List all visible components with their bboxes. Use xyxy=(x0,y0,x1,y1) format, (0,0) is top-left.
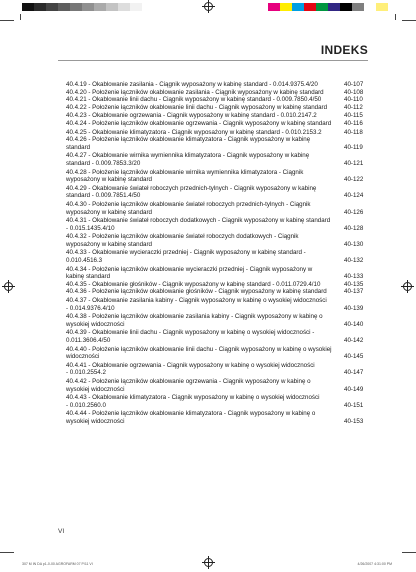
color-swatch xyxy=(130,3,142,11)
crop-mark xyxy=(402,20,416,21)
index-entry xyxy=(66,233,368,248)
entry-page: 40-121 xyxy=(344,159,364,167)
index-entry xyxy=(66,185,368,200)
entry-text: 40.4.22 - Położenie łączników okablowanie linii dachu - Ciągnik wyposażony w kabinę standard xyxy=(66,103,328,111)
header-divider xyxy=(58,60,368,61)
index-entry xyxy=(66,249,368,264)
index-entry xyxy=(66,112,368,120)
grayscale-color-bar xyxy=(22,3,142,11)
crop-mark xyxy=(0,552,14,553)
entry-page: 40-135 xyxy=(344,280,364,288)
index-entry xyxy=(66,96,368,104)
entry-page: 40-137 xyxy=(344,288,364,296)
page-title: INDEKS xyxy=(320,43,368,57)
entry-page: 40-149 xyxy=(344,385,364,393)
entry-text: 40.4.43 - Okablowanie klimatyzatora - Ciągnik wyposażony w kabinę o wysokiej widoczności - 0.010.2560.0 xyxy=(66,394,320,409)
crop-mark xyxy=(395,14,396,20)
process-color-bar xyxy=(268,3,388,11)
print-slug-left: 307 M IN DA p1-0-00 AGROFARM 07 P/11 VI xyxy=(22,562,93,566)
index-entry xyxy=(66,362,368,377)
entry-text: 40.4.35 - Okablowanie głośników - Ciągnik wyposażony w kabinę standard - 0.011.0729.4/10 xyxy=(66,280,321,288)
crop-mark xyxy=(0,20,14,21)
index-entry xyxy=(66,201,368,216)
registration-mark-top xyxy=(204,2,213,11)
entry-page: 40-147 xyxy=(344,369,364,377)
entry-text: 40.4.41 - Okablowanie ogrzewania - Ciągnik wyposażony w kabinę o wysokiej widoczności - 0.010.2554.2 xyxy=(66,361,315,377)
color-swatch xyxy=(316,3,328,11)
color-swatch xyxy=(118,3,130,11)
index-entry xyxy=(66,136,368,151)
index-entry xyxy=(66,313,368,328)
index-entry xyxy=(66,329,368,344)
index-entry xyxy=(66,169,368,184)
entry-page: 40-107 xyxy=(344,81,364,88)
entry-text: 40.4.24 - Położenie łączników okablowanie ogrzewania - Ciągnik wyposażony w kabinę standard xyxy=(66,119,332,127)
color-swatch xyxy=(376,3,388,11)
entry-page: 40-142 xyxy=(344,337,364,344)
entry-text: 40.4.26 - Położenie łączników okablowanie klimatyzatora - Ciągnik wyposażony w kabinę standard xyxy=(66,136,311,151)
entry-page: 40-132 xyxy=(344,257,364,265)
registration-mark-right xyxy=(403,282,412,291)
index-entry xyxy=(66,217,368,232)
color-swatch xyxy=(328,3,340,11)
entry-page: 40-124 xyxy=(344,192,364,200)
entry-text: 40.4.34 - Położenie łączników okablowanie wycieraczki przedniej - Ciągnik wyposażony w kabinę standard xyxy=(66,265,313,281)
entry-page: 40-122 xyxy=(344,176,364,184)
entry-page: 40-115 xyxy=(344,112,363,120)
entry-page: 40-151 xyxy=(344,401,364,409)
index-entry xyxy=(66,288,368,296)
color-swatch xyxy=(46,3,58,11)
crop-mark xyxy=(402,552,416,553)
index-entry xyxy=(66,378,368,393)
entry-text: 40.4.36 - Położenie łączników okablowanie głośników - Ciągnik wyposażony w kabinę standard xyxy=(66,288,327,296)
entry-page: 40-119 xyxy=(344,143,363,151)
index-entry xyxy=(66,104,368,112)
entry-page: 40-145 xyxy=(344,353,364,361)
color-swatch xyxy=(34,3,46,11)
color-swatch xyxy=(280,3,292,11)
entry-text: 40.4.42 - Położenie łączników okablowanie ogrzewania - Ciągnik wyposażony w kabinę o wysokiej widoczności xyxy=(66,377,311,393)
entry-text: 40.4.29 - Okablowanie świateł roboczych przednich-tylnych - Ciągnik wyposażony w kabinę standard - 0.009.7851.4/50 xyxy=(66,184,317,200)
entry-text: 40.4.19 - Okablowanie zasilania - Ciągnik wyposażony w kabinę standard - 0.014.9375.4/20 xyxy=(66,81,318,88)
color-swatch xyxy=(94,3,106,11)
print-slug-right: 4/26/2007 4:31:00 PM xyxy=(357,562,392,566)
color-swatch xyxy=(340,3,352,11)
index-entry xyxy=(66,129,368,137)
entry-page: 40-139 xyxy=(344,304,364,312)
entry-text: 40.4.30 - Położenie łączników okablowanie świateł roboczych przednich-tylnych - Ciągnik wyposażony w kabinę standard xyxy=(66,200,311,216)
entry-text: 40.4.37 - Okablowanie zasilania kabiny - Ciągnik wyposażony w kabinę o wysokiej widoczności - 0.014.9376.4/10 xyxy=(66,297,327,312)
index-entry xyxy=(66,89,368,97)
entry-text: 40.4.23 - Okablowanie ogrzewania - Ciągnik wyposażony w kabinę standard - 0.010.2147.2 xyxy=(66,112,317,120)
entry-text: 40.4.21 - Okablowanie linii dachu - Ciągnik wyposażony w kabinę standard - 0.009.7850.4/50 xyxy=(66,96,322,104)
entry-page: 40-130 xyxy=(344,240,364,248)
entry-page: 40-153 xyxy=(344,417,364,425)
entry-page: 40-128 xyxy=(344,224,364,232)
index-list xyxy=(66,81,368,426)
index-entry xyxy=(66,152,368,167)
entry-text: 40.4.27 - Okablowanie wirnika wymiennika klimatyzatora - Ciągnik wyposażony w kabinę standard - 0.009.7853.3/20 xyxy=(66,152,310,167)
entry-text: 40.4.31 - Okablowanie świateł roboczych dodatkowych - Ciągnik wyposażony w kabinę standard - 0.015.1435.4/10 xyxy=(66,217,331,232)
index-entry xyxy=(66,410,368,425)
color-swatch xyxy=(364,3,376,11)
entry-text: 40.4.32 - Położenie łączników okablowanie świateł roboczych dodatkowych - Ciągnik wyposażony w kabinę standard xyxy=(66,233,299,248)
entry-text: 40.4.39 - Okablowanie linii dachu - Ciągnik wyposażony w kabinę o wysokiej widoczności - 0.011.3606.4/50 xyxy=(66,329,315,344)
entry-text: 40.4.20 - Położenie łączników okablowanie zasilania - Ciągnik wyposażony w kabinę standard xyxy=(66,88,324,96)
entry-page: 40-133 xyxy=(344,273,364,281)
entry-text: 40.4.38 - Położenie łączników okablowanie zasilania kabiny - Ciągnik wyposażony w kabinę o wysokiej widoczności xyxy=(66,313,323,328)
index-entry xyxy=(66,266,368,281)
color-swatch xyxy=(58,3,70,11)
crop-mark xyxy=(20,14,21,20)
color-swatch xyxy=(304,3,316,11)
entry-page: 40-116 xyxy=(344,119,363,127)
entry-text: 40.4.33 - Okablowanie wycieraczki przedniej - Ciągnik wyposażony w kabinę standard - 0.010.4516.3 xyxy=(66,249,306,265)
color-swatch xyxy=(352,3,364,11)
page-number: VI xyxy=(58,528,65,535)
color-swatch xyxy=(292,3,304,11)
registration-mark-bottom xyxy=(204,558,213,567)
entry-text: 40.4.40 - Położenie łączników okablowanie linii dachu - Ciągnik wyposażony w kabinę o wysokiej widoczności xyxy=(66,345,332,361)
entry-page: 40-108 xyxy=(344,88,364,96)
entry-page: 40-118 xyxy=(344,128,363,136)
entry-page: 40-140 xyxy=(344,320,364,328)
color-swatch xyxy=(22,3,34,11)
index-entry xyxy=(66,346,368,361)
index-entry xyxy=(66,120,368,128)
color-swatch xyxy=(106,3,118,11)
entry-page: 40-110 xyxy=(344,96,363,104)
index-entry xyxy=(66,297,368,312)
entry-page: 40-112 xyxy=(344,103,363,111)
entry-text: 40.4.28 - Położenie łączników okablowanie wirnika wymiennika klimatyzatora - Ciągnik wyposażony w kabinę standard xyxy=(66,168,304,184)
entry-page: 40-126 xyxy=(344,208,364,216)
index-entry xyxy=(66,81,368,89)
registration-mark-left xyxy=(4,282,13,291)
color-swatch xyxy=(268,3,280,11)
entry-text: 40.4.44 - Położenie łączników okablowanie klimatyzatora - Ciągnik wyposażony w kabinę o wysokiej widoczności xyxy=(66,410,316,425)
index-entry xyxy=(66,281,368,289)
entry-text: 40.4.25 - Okablowanie klimatyzatora - Ciągnik wyposażony w kabinę standard - 0.010.2153.2 xyxy=(66,128,322,136)
color-swatch xyxy=(82,3,94,11)
color-swatch xyxy=(70,3,82,11)
index-entry xyxy=(66,394,368,409)
